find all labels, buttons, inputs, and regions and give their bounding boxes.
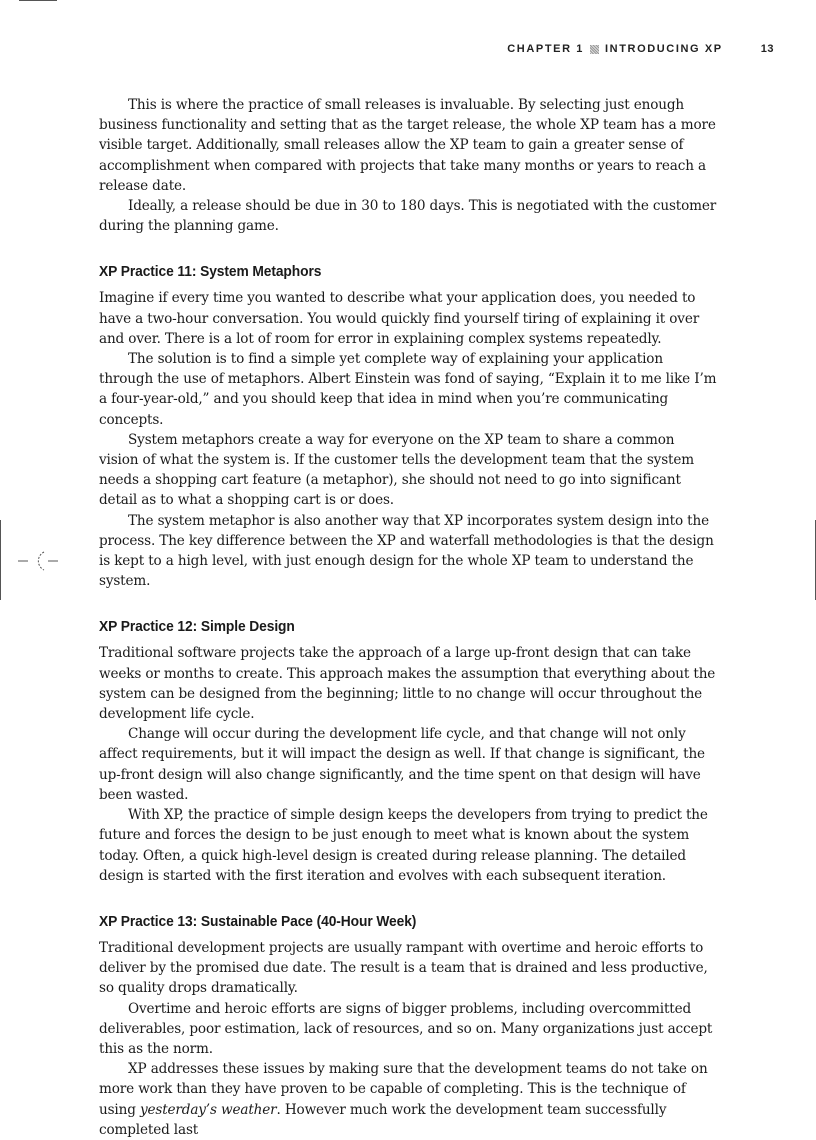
registration-mark-icon [18, 548, 58, 574]
section-heading: XP Practice 12: Simple Design [99, 618, 295, 636]
crop-mark-left [0, 520, 1, 600]
paragraph: The solution is to find a simple yet complete way of explaining your application through the use of metaphors. Albert Einstein was fond of saying, “Explain it to me like I’m a four-year-old,” and you should keep that idea in mind when you’re communicating concepts. [99, 351, 717, 428]
section-heading: XP Practice 13: Sustainable Pace (40-Hour Week) [99, 912, 417, 930]
header-separator-icon [590, 45, 599, 54]
paragraph-text: XP addresses these issues by making sure that the development teams do not take on more work than they have proven to be capable of completing. This is the technique of using [99, 1061, 708, 1118]
paragraph: The system metaphor is also another way that XP incorporates system design into the process. The key difference between the XP and waterfall methodologies is that the design is kept to a high level, with just enough design for the whole XP team to understand the system. [99, 512, 714, 590]
paragraph: Change will occur during the development life cycle, and that change will not only affect requirements, but it will impact the design as well. If that change is significant, the up-front design will also change significantly, and the time spent on that design will have been wasted. [99, 726, 705, 803]
paragraph: Imagine if every time you wanted to describe what your application does, you needed to have a two-hour conversation. You would quickly find yourself tiring of explaining it over and over. There is a lot of room for error in explaining complex systems repeatedly. [99, 290, 700, 347]
crop-mark-top [19, 0, 57, 1]
paragraph: This is where the practice of small releases is invaluable. By selecting just enough business functionality and setting that as the target release, the whole XP team has a more visible target. Additionally, small releases allow the XP team to gain a greater sense of accomplishment when compared with projects that take many months or years to reach a release date. [99, 97, 716, 194]
section-heading: XP Practice 11: System Metaphors [99, 263, 322, 281]
paragraph: Overtime and heroic efforts are signs of bigger problems, including overcommitted deliverables, poor estimation, lack of resources, and so on. Many organizations just accept this as the norm. [99, 1000, 713, 1057]
paragraph: Traditional software projects take the approach of a large up-front design that can take weeks or months to create. This approach makes the assumption that everything about the system can be designed from the beginning; little to no change will occur throughout the development life cycle. [99, 645, 716, 723]
running-header [507, 43, 774, 55]
paragraph [99, 1059, 717, 1140]
paragraph: Ideally, a release should be due in 30 to 180 days. This is negotiated with the customer during the planning game. [99, 198, 717, 235]
paragraph: With XP, the practice of simple design keeps the developers from trying to predict the future and forces the design to be just enough to meet what is known about the system today. Often, a quick high-level design is created during release planning. The detailed design is started with the first iteration and evolves with each subsequent iteration. [99, 807, 708, 884]
chapter-title: INTRODUCING XP [605, 43, 723, 55]
paragraph: System metaphors create a way for everyone on the XP team to share a common vision of what the system is. If the customer tells the development team that the system needs a shopping cart feature (a metaphor), she should not need to go into significant detail as to what a shopping cart is or does. [99, 431, 694, 509]
paragraph-text: . However much work the development team successfully completed last [99, 1101, 667, 1138]
emphasized-term: yesterday’s weather [139, 1101, 277, 1118]
page-number: 13 [760, 43, 774, 55]
paragraph: Traditional development projects are usually rampant with overtime and heroic efforts to deliver by the promised due date. The result is a team that is drained and less productive, so quality drops dramatically. [99, 939, 708, 997]
body-text [99, 95, 717, 1140]
chapter-label: CHAPTER 1 [507, 43, 584, 55]
